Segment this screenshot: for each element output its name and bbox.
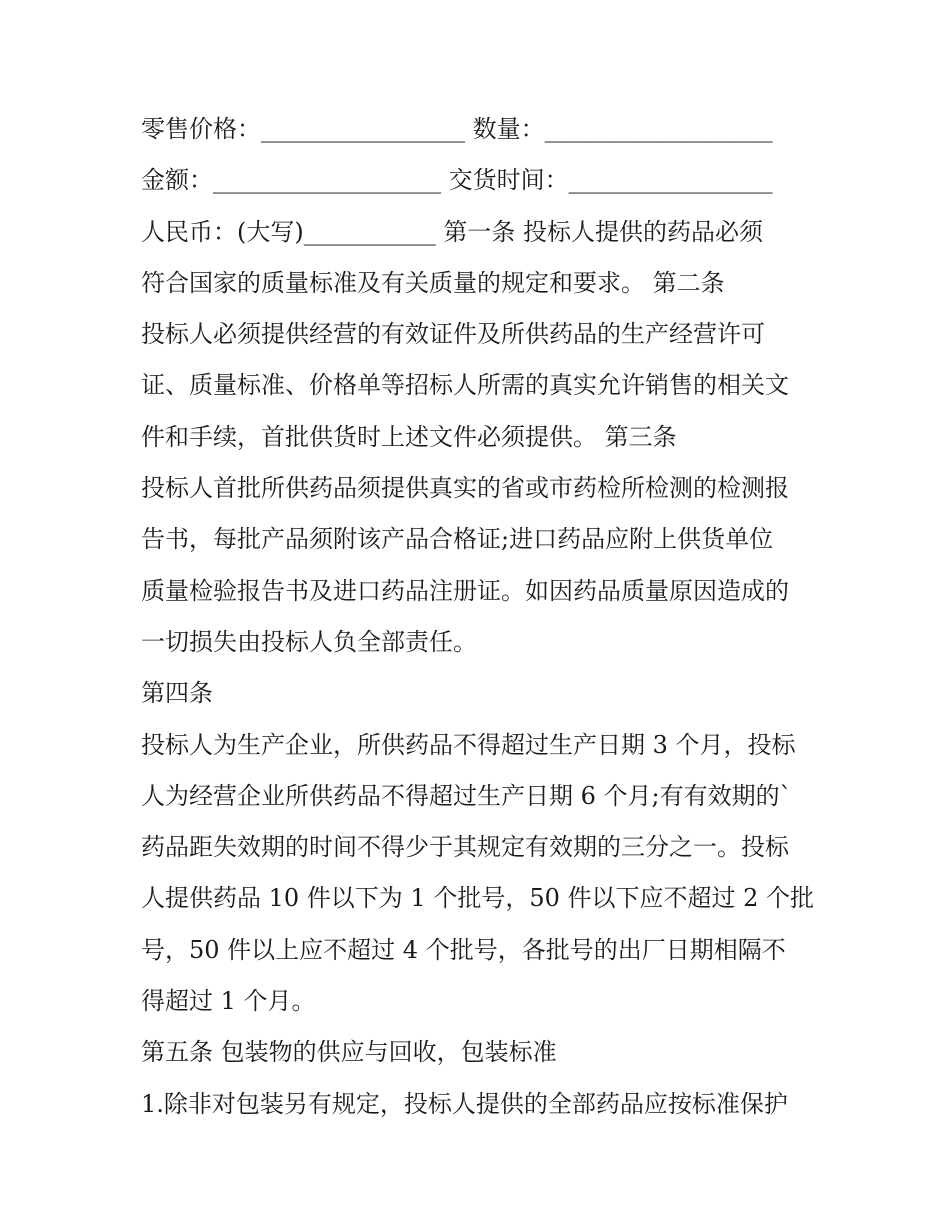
section-heading: 第五条 包装物的供应与回收，包装标准	[141, 1038, 557, 1067]
text-line: 投标人必须提供经营的有效证件及所供药品的生产经营许可	[141, 320, 765, 349]
text-line: 一切损失由投标人负全部责任。	[141, 627, 477, 656]
text-line: 证、质量标准、价格单等招标人所需的真实允许销售的相关文	[141, 371, 789, 400]
text-line: 药品距失效期的时间不得少于其规定有效期的三分之一。投标	[141, 833, 789, 862]
text-line: 号，50 件以上应不超过 4 个批号，各批号的出厂日期相隔不	[141, 935, 786, 964]
text-line: 得超过 1 个月。	[141, 987, 316, 1016]
text-line: 投标人首批所供药品须提供真实的省或市药检所检测的检测报	[141, 474, 789, 503]
text-line: 投标人为生产企业，所供药品不得超过生产日期 3 个月，投标	[141, 730, 796, 759]
text-line: 质量检验报告书及进口药品注册证。如因药品质量原因造成的	[141, 576, 789, 605]
text-line: 符合国家的质量标准及有关质量的规定和要求。 第二条	[141, 268, 725, 297]
text-line: 告书，每批产品须附该产品合格证;进口药品应附上供货单位	[141, 525, 774, 554]
text-line: 人民币：(大写)___________ 第一条 投标人提供的药品必须	[141, 217, 763, 246]
text-line: 1.除非对包装另有规定，投标人提供的全部药品应按标准保护	[141, 1089, 788, 1118]
price-quantity-line: 零售价格：_________________ 数量：___________________	[141, 115, 773, 143]
amount-delivery-line: 金额：___________________ 交货时间：_________________	[141, 166, 773, 195]
text-line: 人为经营企业所供药品不得超过生产日期 6 个月;有有效期的`	[141, 781, 792, 810]
document-body	[141, 104, 821, 1130]
section-heading: 第四条	[141, 679, 213, 708]
text-line: 人提供药品 10 件以下为 1 个批号，50 件以下应不超过 2 个批	[141, 884, 815, 913]
text-line: 件和手续，首批供货时上述文件必须提供。 第三条	[141, 422, 677, 451]
